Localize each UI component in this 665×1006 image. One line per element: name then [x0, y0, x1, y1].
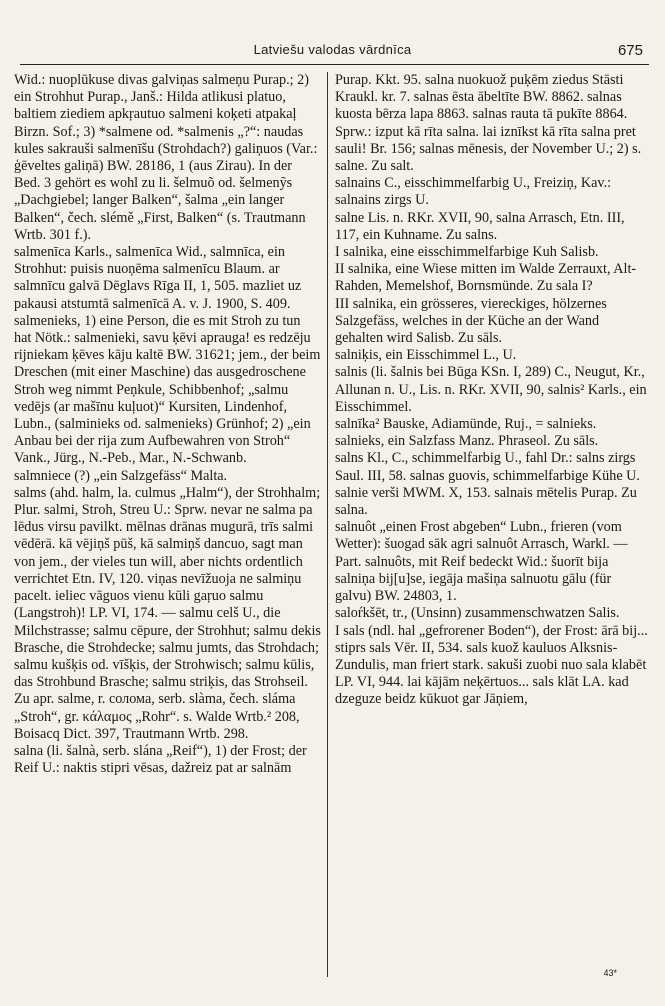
entry-salnikis: salniķis, ein Eisschimmel L., U.	[335, 347, 517, 364]
header-rule	[20, 64, 649, 65]
column-divider	[327, 72, 328, 977]
entry-salna-continuation: Purap. Kkt. 95. salna nuokuož puķēm ziedus Stāsti Kraukl. kr. 7. salnas ēsta ābeltīte BW. 8862. salnas kuosta bērza lapa 8863. salnas rauta tā pukīte 8864. Sprw.: izput kā rīta salna. lai iznīkst kā rīta salna pret sauli! Br. 156; salnas mēnesis, der November U.; 2) s. salne. Zu salt.	[335, 72, 642, 175]
entry-continuation: Wid.: nuoplūkuse divas galviņas salmeņu Purap.; 2) ein Strohhut Purap., Janš.: Hilda atlikusi platuo, baltiem ziediem apkŗautuo salmeni koķeti atpakaļ Birzn. Sof.; 3) *salmene od. *salmenis „?“: naudas kules sakrauši salmenīšu (Strohdach?) galiņuos (Var.: ģēveltes galiņā) BW. 28186, 1 (aus Zirau). In der Bed. 3 gehört es wohl zu li. šelmuõ od. šelmenỹs „Dachgiebel; langer Balken“, šalma „ein langer Balken“, čech. slémě „First, Balken“ (s. Trautmann Wrtb. 301 f.).	[14, 72, 318, 243]
entry-salne: salne Lis. n. RKr. XVII, 90, salna Arrasch, Etn. III, 117, ein Kuhname. Zu salns.	[335, 209, 625, 243]
right-column	[335, 72, 650, 709]
entry-salnis: salnis (li. šalnis bei Būga KSn. I, 289) C., Neugut, Kr., Allunan n. U., Lis. n. RKr. XVII, 90, salnis² Karls., ein Eisschimmel.	[335, 364, 647, 415]
page-header	[10, 42, 655, 66]
entry-salorksket: saloŕkšēt, tr., (Unsinn) zusammenschwatzen Salis.	[335, 605, 620, 622]
entry-salns: salns Kl., C., schimmelfarbig U., fahl Dr.: salns zirgs Saul. III, 58. salnas guovis, schimmelfarbige Kühe U. salnie verši MWM. X, 153. salnais mētelis Purap. Zu salna.	[335, 450, 640, 519]
entry-salmniece: salmniece (?) „ein Salzgefäss“ Malta.	[14, 467, 228, 484]
entry-salnika-2: II salnika, eine Wiese mitten im Walde Zerrauxt, Alt-Rahden, Memelshof, Bornsmünde. Zu sala I?	[335, 261, 637, 295]
entry-sals: I sals (ndl. hal „gefrorener Boden“), der Frost: ārā bij... stiprs sals Vēr. II, 534. sals kuož kauluos Alksnis-Zundulis, man friert stark. sakuši zuobi nuo sala klabēt LP. VI, 944. lai kājām neķērtuos... sals klāt LA. kad dzeguze beidz kūkuot gar Jāņiem,	[335, 622, 648, 708]
entry-salnika-1: I salnika, eine eisschimmelfarbige Kuh Salisb.	[335, 244, 599, 261]
page-number: 675	[617, 42, 643, 59]
entry-salmenica: salmenīca Karls., salmenīca Wid., salmnīca, ein Strohhut: puisis nuoņēma salmenīcu Blaum. ar salmnīcu galvā Dēglavs Rīga II, 1, 505. mazliet uz pakausi atstumtā salmenīcā A. v. J. 1900, S. 409.	[14, 244, 302, 312]
entry-salnuot: salnuôt „einen Frost abgeben“ Lubn., frieren (vom Wetter): šuogad sāk agri salnuôt Arrasch, Warkl. — Part. salnuôts, mit Reif bedeckt Wid.: šuorīt bija salniņa bij[u]se, iegāja mašiņa salnuotu gālu (für galvu) BW. 24803, 1.	[335, 519, 628, 605]
entry-salnieks: salnieks, ein Salzfass Manz. Phraseol. Zu sāls.	[335, 433, 599, 450]
entry-salnains: salnains C., eisschimmelfarbig U., Freiziņ, Kav.: salnains zirgs U.	[335, 175, 612, 209]
running-title: Latviešu valodas vārdnīca	[253, 42, 412, 57]
footer-signature: 43*	[603, 968, 617, 978]
entry-salms: salms (ahd. halm, la. culmus „Halm“), der Strohhalm; Plur. salmi, Stroh, Streu U.: Sprw. nevar ne salma pa lēdus virsu pavilkt. mēlnas drānas mugurā, trīs salmi vēdērā. kā vējiņš pūš, kā salmiņš dancuo, sagt man von jem., der vieles tun will, aber nichts ordentlich verrichtet Etn. IV, 120. viņas nevīžuoja ne salmiņu pacelt. ieliec vāguos vienu kūli gaŗuo salmu (Langstroh)! LP. VI, 174. — salmu celš U., die Milchstrasse; salmu cēpure, der Strohhut; salmu dekis Brasche, die Strohdecke; salmu jumts, das Strohdach; salmu kušķis od. vīšķis, der Strohwisch; salmu kūlis, das Strohbund Brasche; salmu striķis, das Strohseil. Zu apr. salme, r. солома, serb. slàma, čech. sláma „Stroh“, gr. κάλαμος „Rohr“. s. Walde Wrtb.² 208, Boisacq Dict. 397, Trautmann Wrtb. 298.	[14, 484, 321, 742]
entry-salnika-3: III salnika, ein grösseres, viereckiges, hölzernes Salzgefäss, welches in der Küche an der Wand gehalten wird Salisb. Zu sāls.	[335, 295, 607, 347]
left-column	[14, 72, 321, 777]
entry-salna: salna (li. šalnà, serb. slána „Reif“), 1) der Frost; der Reif U.: naktis stipri vēsas, dažreiz pat ar salnām	[14, 742, 307, 777]
entry-salnika-bauske: salnīka² Bauske, Adiamünde, Ruj., = salnieks.	[335, 416, 597, 433]
entry-salmenieks: salmenieks, 1) eine Person, die es mit Stroh zu tun hat Nötk.: salmenieki, savu ķēvi aprauga! es redzēju rijniekam ķēves kāju kaltē BW. 31621; jem., der beim Dreschen (mit einer Maschine) das ausgedroschene Stroh weg nimmt Peņkule, Schibbenhof; „salmu vedējs (ar mašīnu kuļuot)“ Kursiten, Lindenhof, Lubn., (salminieks od. salmenieks) Grünhof; 2) „ein Anbau bei der rija zum Aufbewahren von Stroh“ Vank., Jürg., N.-Peb., Mar., N.-Schwanb.	[14, 312, 321, 467]
